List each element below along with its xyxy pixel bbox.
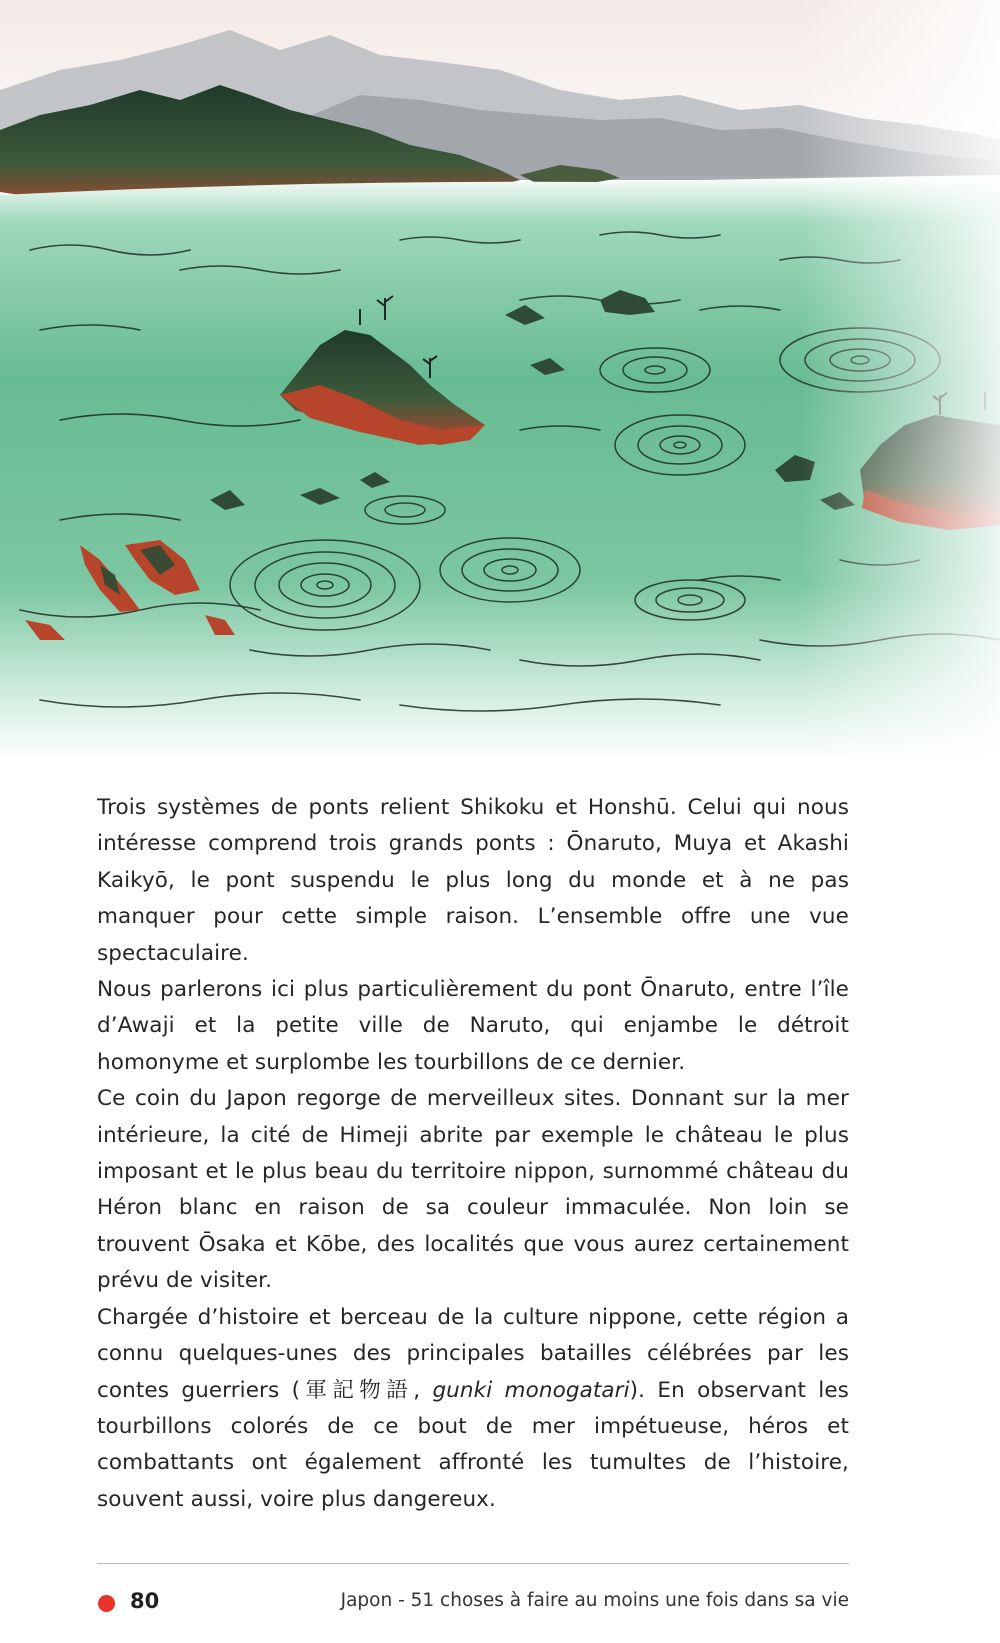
- page-number: 80: [130, 1589, 160, 1613]
- whirlpool-painting: [0, 0, 1000, 760]
- article-body: [97, 790, 849, 1518]
- paragraph-history-start: Chargée d’histoire et berceau de la culture nippone, cette région a connu quelques-unes des principales batailles célébrées par les contes guerriers (軍記物語,: [97, 1304, 849, 1403]
- page-marker-dot: [98, 1595, 115, 1612]
- gunki-monogatari-term: gunki monogatari: [432, 1377, 630, 1403]
- paragraph-himeji: Ce coin du Japon regorge de merveilleux sites. Donnant sur la mer intérieure, la cité de Himeji abrite par exemple le château le plus imposant et le plus beau du territoire nippon, surnommé château du Héron blanc en raison de sa couleur immaculée. Non loin se trouvent Ōsaka et Kōbe, des localités que vous aurez certainement prévu de visiter.: [97, 1086, 849, 1294]
- paragraph-bridges: Trois systèmes de ponts relient Shikoku et Honshū. Celui qui nous intéresse comprend trois grands ponts : Ōnaruto, Muya et Akashi Kaikyō, le pont suspendu le plus long du monde et à ne pas manquer pour cette simple raison. L’ensemble offre une vue spectaculaire.: [97, 795, 849, 966]
- naruto-whirlpools-illustration: [0, 0, 1000, 760]
- edge-fade: [0, 0, 1000, 760]
- paragraph-history: [97, 1300, 849, 1518]
- footer-divider: [97, 1563, 849, 1564]
- paragraph-onaruto: Nous parlerons ici plus particulièrement du pont Ōnaruto, entre l’île d’Awaji et la petite ville de Naruto, qui enjambe le détroit homonyme et surplombe les tourbillons de ce dernier.: [97, 977, 849, 1075]
- running-title: Japon - 51 choses à faire au moins une fois dans sa vie: [340, 1590, 849, 1611]
- page-footer: [97, 1586, 849, 1622]
- paragraph-history-end: ). En observant les tourbillons colorés de ce bout de mer impétueuse, héros et combattants ont également affronté les tumultes de l’histoire, souvent aussi, voire plus dangereux.: [97, 1377, 849, 1512]
